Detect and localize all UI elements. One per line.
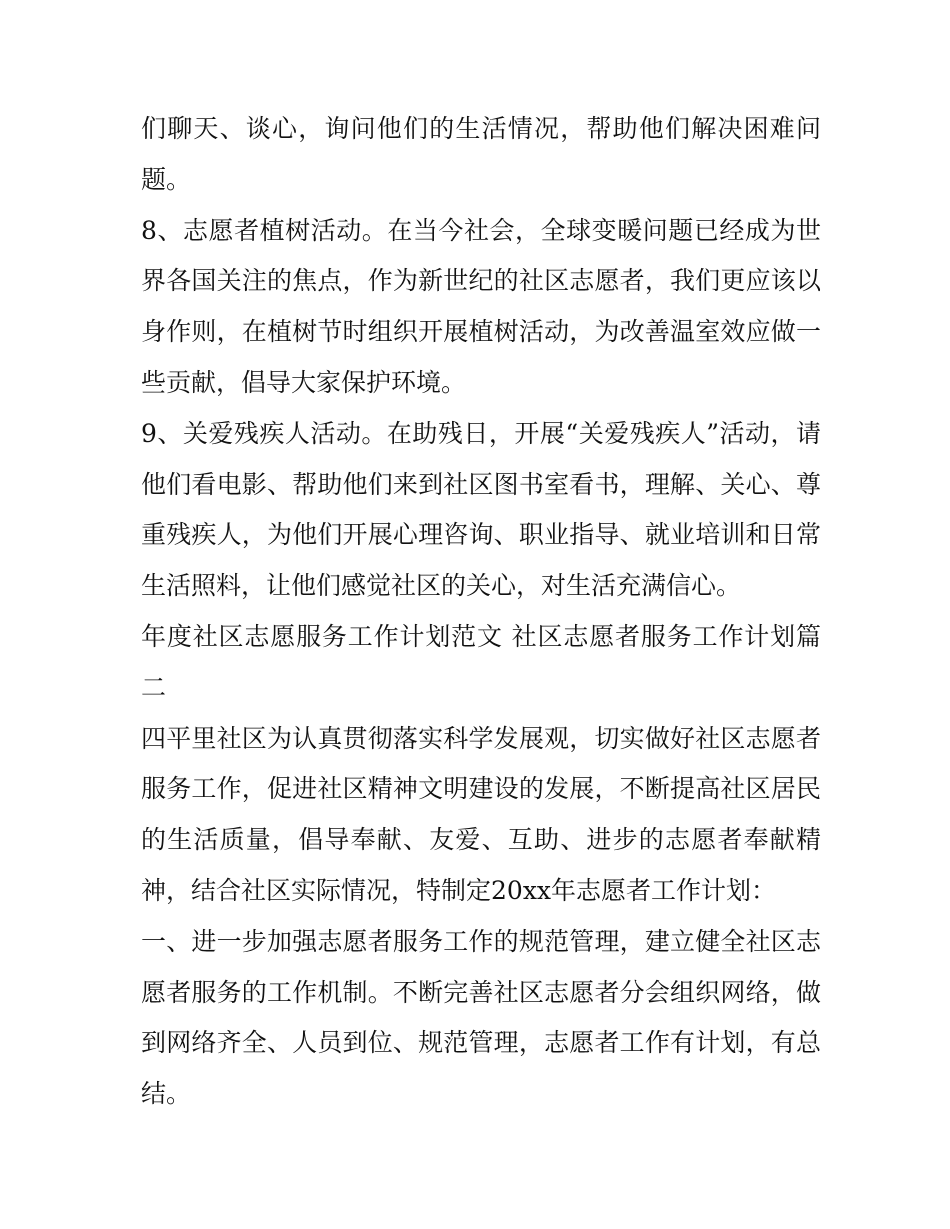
paragraph-point-1: 一、进一步加强志愿者服务工作的规范管理，建立健全社区志愿者服务的工作机制。不断完善社区志愿者分会组织网络，做到网络齐全、人员到位、规范管理，志愿者工作有计划，有总结。 — [141, 926, 821, 1109]
paragraph-item-9-disabled-care: 9、关爱残疾人活动。在助残日，开展“关爱残疾人”活动，请他们看电影、帮助他们来到社区图书室看书，理解、关心、尊重残疾人，为他们开展心理咨询、职业指导、就业培训和日常生活照料，让他们感觉社区的关心，对生活充满信心。 — [141, 418, 821, 601]
paragraph-continuation: 们聊天、谈心，询问他们的生活情况，帮助他们解决困难问题。 — [141, 114, 821, 194]
document-body — [141, 104, 821, 1120]
paragraph-item-8-tree-planting: 8、志愿者植树活动。在当今社会，全球变暖问题已经成为世界各国关注的焦点，作为新世纪的社区志愿者，我们更应该以身作则，在植树节时组织开展植树活动，为改善温室效应做一些贡献，倡导大家保护环境。 — [141, 215, 821, 397]
paragraph-intro: 四平里社区为认真贯彻落实科学发展观，切实做好社区志愿者服务工作，促进社区精神文明建设的发展，不断提高社区居民的生活质量，倡导奉献、友爱、互助、进步的志愿者奉献精神，结合社区实际情况，特制定20xx年志愿者工作计划： — [141, 723, 821, 905]
section-heading: 年度社区志愿服务工作计划范文 社区志愿者服务工作计划篇二 — [141, 621, 821, 702]
